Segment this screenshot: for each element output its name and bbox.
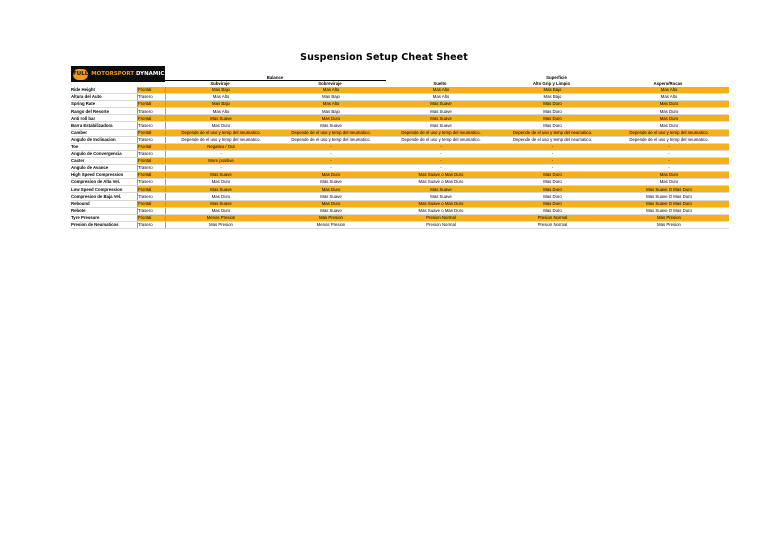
setting-cell: Mas Duro [276, 115, 386, 122]
table-row [71, 108, 729, 115]
parameter-label: Angulo de Avance [71, 165, 138, 172]
parameter-label: Camber [71, 129, 138, 136]
setting-cell: Negativo / Out [166, 143, 277, 150]
table-row [71, 115, 729, 122]
setup-table [71, 87, 729, 229]
setting-cell: Mas Alto [166, 108, 277, 115]
setting-cell: Mas Alto [276, 101, 386, 108]
setting-cell: Presion Normal [496, 221, 609, 228]
setting-cell: Mas Duro [496, 172, 609, 179]
setting-cell: Depende de el uso y temp del neumatico. [496, 136, 609, 143]
setting-cell: Mas Suave o Mas Duro [386, 179, 496, 186]
setting-cell: Menos Presion [276, 221, 386, 228]
position-label: Frontal [138, 87, 166, 94]
setting-cell: Mas Suave [386, 108, 496, 115]
setting-cell: Depende de el uso y temp del neumatico. [386, 136, 496, 143]
table-row [71, 143, 729, 150]
setting-cell: Mas Duro [166, 193, 277, 200]
setting-cell: - [609, 157, 729, 164]
parameter-label: Angulo de Convergencia [71, 150, 138, 157]
setting-cell: Mas Alto [386, 87, 496, 94]
parameter-label: High Speed Compression [71, 172, 138, 179]
setting-cell: Mas Suave [276, 207, 386, 214]
position-label: Trasero [138, 122, 166, 129]
parameter-label: Caster [71, 157, 138, 164]
position-label: Frontal [138, 200, 166, 207]
table-row [71, 200, 729, 207]
logo-brand-second: DYNAMICS [136, 71, 169, 77]
setting-cell: Mas Alto [276, 87, 386, 94]
column-header-alto-grip: Alto Grip y Limpio [532, 81, 571, 86]
setting-cell: Mas Suave [276, 179, 386, 186]
setting-cell: Mas Duro [609, 115, 729, 122]
setting-cell: Mas Duro [609, 179, 729, 186]
table-row [71, 122, 729, 129]
logo-text [91, 71, 168, 77]
position-label: Trasero [138, 108, 166, 115]
position-label: Trasero [138, 94, 166, 101]
setting-cell: Mas Suave [386, 101, 496, 108]
table-row [71, 172, 729, 179]
position-label: Frontal [138, 186, 166, 193]
setting-cell: Presion Normal [386, 214, 496, 221]
parameter-label: Altura del Auto [71, 94, 138, 101]
setting-cell: Mas Duro [496, 186, 609, 193]
setting-cell: Mas Suave o Mas Duro [386, 200, 496, 207]
setting-cell: Mas Duro [496, 122, 609, 129]
position-label: Frontal [138, 172, 166, 179]
parameter-label: Angulo de Inclinacion [71, 136, 138, 143]
setting-cell: - [386, 150, 496, 157]
parameter-label: Anti roll bar [71, 115, 138, 122]
table-row [71, 157, 729, 164]
table-row [71, 101, 729, 108]
setting-cell: Depende de el uso y temp del neumatico. [609, 129, 729, 136]
setting-cell: Mas Duro [609, 122, 729, 129]
table-row [71, 165, 729, 172]
setting-cell: Mas Presion [609, 221, 729, 228]
table-row [71, 136, 729, 143]
position-label: Frontal [138, 101, 166, 108]
setting-cell: Mas Suave O Mas Duro [609, 186, 729, 193]
setting-cell: Mas Suave [166, 186, 277, 193]
setting-cell: Mas Bajo [166, 87, 277, 94]
setting-cell: Depende de el uso y temp del neumatico. [166, 136, 277, 143]
brand-logo [71, 66, 169, 82]
parameter-label: Compresion de Baja Vel. [71, 193, 138, 200]
setting-cell: Mas Duro [496, 108, 609, 115]
group-header-balance: Balance [266, 75, 284, 80]
setting-cell: Depende de el uso y temp del neumatico. [386, 129, 496, 136]
parameter-label: Low Speed Compression [71, 186, 138, 193]
setting-cell: - [496, 165, 609, 172]
table-row [71, 150, 729, 157]
setting-cell: Mas Duro [496, 200, 609, 207]
parameter-label: Ride Height [71, 87, 138, 94]
setting-cell: Mas Suave [386, 186, 496, 193]
setting-cell: Mas Suave [386, 115, 496, 122]
position-label: Trasero [138, 150, 166, 157]
table-row [71, 221, 729, 228]
setting-cell: Mas Bajo [166, 101, 277, 108]
setting-cell: Mas Duro [609, 172, 729, 179]
parameter-label: Toe [71, 143, 138, 150]
setting-cell: Mas Duro [276, 172, 386, 179]
setup-table-body [71, 87, 729, 228]
setting-cell: Mas Suave [166, 115, 277, 122]
setting-cell: - [496, 157, 609, 164]
column-header-suelto: Suelto [433, 81, 447, 86]
parameter-label: Compresion de Alta Vel. [71, 179, 138, 186]
setting-cell: - [609, 143, 729, 150]
setting-cell: - [166, 150, 277, 157]
setting-cell: - [276, 150, 386, 157]
position-label: Trasero [138, 179, 166, 186]
setting-cell: Mas Suave [166, 172, 277, 179]
table-row [71, 207, 729, 214]
setting-cell: - [609, 165, 729, 172]
setting-cell: Presion Normal [386, 221, 496, 228]
setting-cell: Mas Suave [386, 122, 496, 129]
position-label: Frontal [138, 115, 166, 122]
setting-cell: Mas Duro [166, 207, 277, 214]
setting-cell: Mas Duro [166, 122, 277, 129]
setting-cell: - [386, 165, 496, 172]
setting-cell: Mas Duro [276, 200, 386, 207]
setting-cell: Mas Duro [609, 101, 729, 108]
setting-cell: - [276, 165, 386, 172]
table-row [71, 179, 729, 186]
setting-cell: Mas Suave [386, 193, 496, 200]
setting-cell: Mas Suave [276, 193, 386, 200]
setting-cell: Depende de el uso y temp del neumatico. [609, 136, 729, 143]
logo-badge: FULL [73, 69, 88, 80]
setting-cell: Depende de el uso y temp del neumatico. [496, 129, 609, 136]
setting-cell: Menos Presion [166, 214, 277, 221]
setting-cell: Mas Bajo [496, 94, 609, 101]
parameter-label: Rebote [71, 207, 138, 214]
setting-cell: Mas Bajo [276, 94, 386, 101]
position-label: Trasero [138, 207, 166, 214]
position-label: Trasero [138, 136, 166, 143]
table-row [71, 94, 729, 101]
position-label: Trasero [138, 193, 166, 200]
setting-cell: - [496, 150, 609, 157]
position-label: Frontal [138, 143, 166, 150]
setting-cell: Mas Bajo [276, 108, 386, 115]
column-header-sobreviraje: Sobreviraje [318, 81, 342, 86]
setting-cell: Mas Duro [496, 115, 609, 122]
setting-cell: Depende de el uso y temp del neumatico. [276, 129, 386, 136]
setting-cell: Mas Suave o Mas Duro [386, 207, 496, 214]
parameter-label: Barra Estabilizadora [71, 122, 138, 129]
setting-cell: Mas Presion [166, 221, 277, 228]
setting-cell: Mas Duro [276, 186, 386, 193]
setting-cell: Mas Suave O Mas Duro [609, 193, 729, 200]
setting-cell: - [276, 157, 386, 164]
setting-cell: - [386, 143, 496, 150]
setting-cell: Mas Suave o Mas Duro [386, 172, 496, 179]
setting-cell: Mas Bajo [496, 87, 609, 94]
position-label: Trasero [138, 221, 166, 228]
setting-cell: Mas Suave [276, 122, 386, 129]
table-row [71, 186, 729, 193]
table-row [71, 87, 729, 94]
parameter-label: Presion de Neumaticos [71, 221, 138, 228]
position-label: Frontal [138, 157, 166, 164]
parameter-label: Rebound [71, 200, 138, 207]
setting-cell: Mas Duro [166, 179, 277, 186]
setting-cell: Depende de el uso y temp del neumatico. [276, 136, 386, 143]
setting-cell: Mas Presion [276, 214, 386, 221]
parameter-label: Spring Rate [71, 101, 138, 108]
setting-cell: Mas Duro [496, 193, 609, 200]
position-label: Frontal [138, 129, 166, 136]
column-header-subviraje: Subviraje [210, 81, 230, 86]
table-row [71, 214, 729, 221]
setting-cell: Mas Presion [609, 214, 729, 221]
setting-cell: Mas Duro [609, 108, 729, 115]
setting-cell: - [496, 143, 609, 150]
parameter-label: Rango del Resorte [71, 108, 138, 115]
group-header-surface: Superficie [546, 75, 567, 80]
setting-cell: - [166, 165, 277, 172]
setting-cell: Mas Duro [496, 179, 609, 186]
logo-brand-first: MOTORSPORT [91, 71, 135, 77]
setting-cell: Mas Alto [386, 94, 496, 101]
parameter-label: Tyre Pressure [71, 214, 138, 221]
position-label: Trasero [138, 165, 166, 172]
setting-cell: - [386, 157, 496, 164]
setting-cell: Mas Alto [609, 87, 729, 94]
setting-cell: Depende de el uso y temp del neumatico. [166, 129, 277, 136]
table-row [71, 193, 729, 200]
setting-cell: Mas Suave [166, 200, 277, 207]
column-header-aspero-rocas: Aspero/Rocas [653, 81, 683, 86]
setting-cell: Mas Duro [496, 101, 609, 108]
setting-cell: Mas Alto [166, 94, 277, 101]
setting-cell: Mas Duro [496, 207, 609, 214]
setting-cell: Presion Normal [496, 214, 609, 221]
setting-cell: - [609, 150, 729, 157]
setting-cell: - [276, 143, 386, 150]
setting-cell: Mas Suave O Mas Duro [609, 200, 729, 207]
table-row [71, 129, 729, 136]
setting-cell: Mas Alto [609, 94, 729, 101]
sheet-title: Suspension Setup Cheat Sheet [300, 52, 468, 63]
setting-cell: Mas Suave O Mas Duro [609, 207, 729, 214]
position-label: Frontal [138, 214, 166, 221]
setting-cell: More positive [166, 157, 277, 164]
